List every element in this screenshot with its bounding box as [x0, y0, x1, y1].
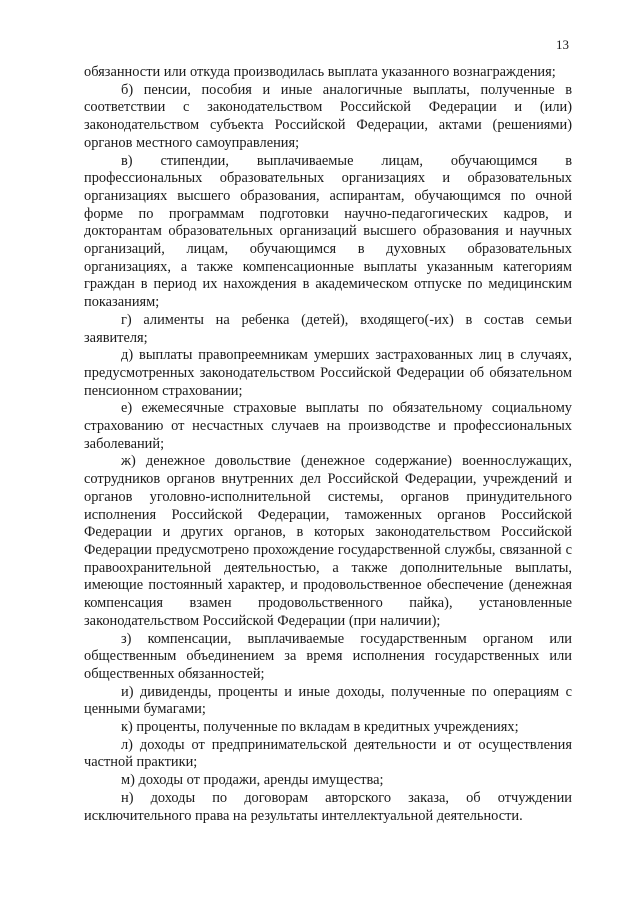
paragraph-item-m: м) доходы от продажи, аренды имущества; — [121, 772, 384, 789]
paragraph-item-i: и) дивиденды, проценты и иные доходы, полученные по операциям с ценными бумагами; — [84, 683, 572, 718]
paragraph-continuation: обязанности или откуда производилась выплата указанного вознаграждения; — [84, 64, 556, 80]
paragraph-item-z: з) компенсации, выплачиваемые государственным органом или общественным объединением за время исполнения государственных или общественных обязанностей; — [84, 630, 572, 682]
paragraph-item-v: в) стипендии, выплачиваемые лицам, обучающимся в профессиональных образовательных организациях и образовательных организациях высшего образования, аспирантам, обучающимся по очной форме по программам подготовки научно-педагогических кадров, и докторантам образовательных организаций высшего образования и научных организаций, лицам, обучающимся в духовных образовательных организациях, а также компенсационные выплаты указанным категориям граждан в период их нахождения в академическом отпуске по медицинским показаниям; — [84, 152, 572, 311]
paragraph-item-b: б) пенсии, пособия и иные аналогичные выплаты, полученные в соответствии с законодательством Российской Федерации и (или) законодательством субъекта Российской Федерации, актами (решениями) органов местного самоуправления; — [84, 81, 572, 151]
paragraph-item-l: л) доходы от предпринимательской деятельности и от осуществления частной практики; — [84, 736, 572, 771]
paragraph-item-d: д) выплаты правопреемникам умерших застрахованных лиц в случаях, предусмотренных законодательством Российской Федерации об обязательном пенсионном страховании; — [84, 347, 572, 399]
page-number: 13 — [556, 37, 569, 52]
paragraph-item-n: н) доходы по договорам авторского заказа, об отчуждении исключительного права на результаты интеллектуальной деятельности. — [84, 789, 572, 824]
paragraph-item-k: к) проценты, полученные по вкладам в кредитных учреждениях; — [121, 719, 519, 736]
document-body — [84, 64, 572, 825]
paragraph-item-zh: ж) денежное довольствие (денежное содержание) военнослужащих, сотрудников органов внутренних дел Российской Федерации, учреждений и органов уголовно-исполнительной системы, органов принудительного исполнения Российской Федерации, таможенных органов Российской Федерации и других органов, в которых законодательством Российской Федерации предусмотрено прохождение государственной службы, связанной с правоохранительной деятельностью, а также дополнительные выплаты, имеющие постоянный характер, и продовольственное обеспечение (денежная компенсация взамен продовольственного пайка), установленные законодательством Российской Федерации (при наличии); — [84, 453, 572, 629]
paragraph-item-g: г) алименты на ребенка (детей), входящего(-их) в состав семьи заявителя; — [84, 311, 572, 346]
paragraph-item-e: е) ежемесячные страховые выплаты по обязательному социальному страхованию от несчастных случаев на производстве и профессиональных заболеваний; — [84, 400, 572, 452]
